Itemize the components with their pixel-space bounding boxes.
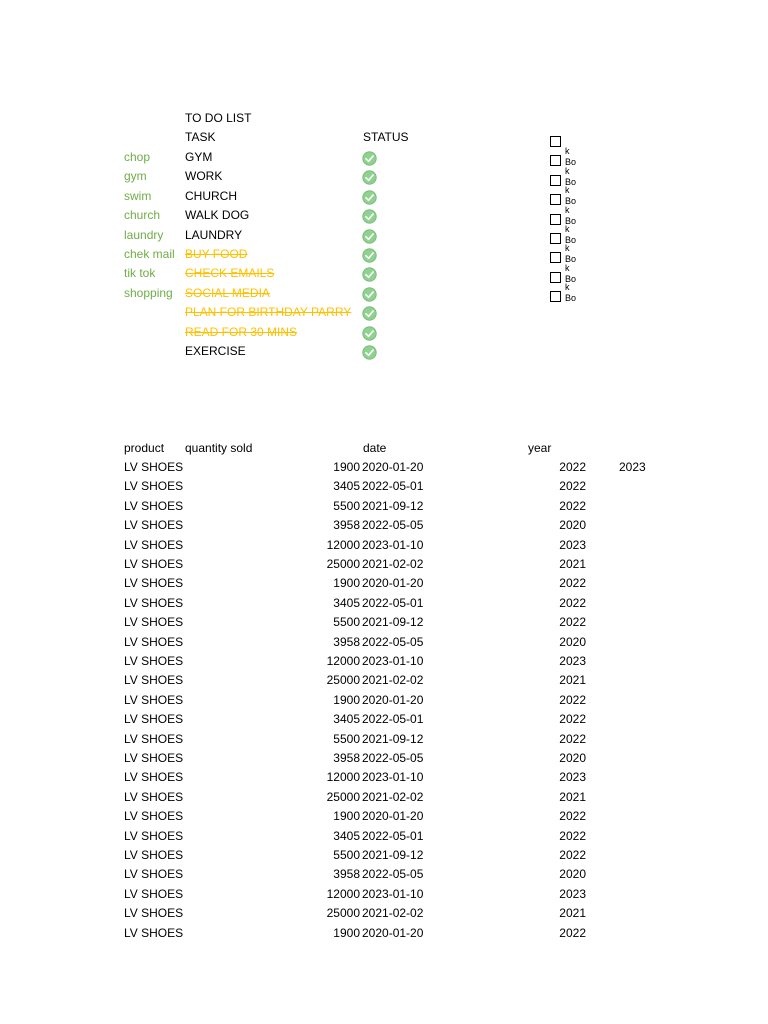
header-product: product bbox=[124, 441, 165, 455]
check-circle-icon bbox=[362, 345, 377, 360]
cell-year: 2021 bbox=[559, 906, 586, 921]
cell-year: 2022 bbox=[559, 595, 586, 610]
checkbox-label-top: k bbox=[565, 224, 570, 234]
checkbox-label-bottom: Bo bbox=[565, 293, 577, 304]
checkbox-label-bottom: Bo bbox=[565, 215, 577, 226]
status-header: STATUS bbox=[363, 130, 409, 144]
cell-date: 2023-01-10 bbox=[362, 770, 424, 785]
task-item: WALK DOG bbox=[185, 208, 250, 223]
cell-date: 2022-05-05 bbox=[362, 867, 424, 882]
cell-year: 2020 bbox=[559, 867, 586, 882]
cell-quantity: 1900 bbox=[333, 925, 360, 940]
checkbox[interactable] bbox=[550, 136, 561, 147]
cell-year: 2021 bbox=[559, 789, 586, 804]
cell-year: 2020 bbox=[559, 634, 586, 649]
cell-year: 2023 bbox=[559, 537, 586, 552]
task-item: LAUNDRY bbox=[185, 227, 243, 242]
cell-quantity: 5500 bbox=[333, 731, 360, 746]
cell-date: 2023-01-10 bbox=[362, 654, 424, 668]
cell-product: LV SHOES bbox=[124, 654, 184, 668]
cell-product: LV SHOES bbox=[124, 770, 184, 785]
task-item: EXERCISE bbox=[185, 344, 246, 358]
cell-date: 2021-09-12 bbox=[362, 615, 424, 630]
checkbox-label-top: k bbox=[565, 165, 570, 176]
checkbox-label-top: k bbox=[565, 282, 570, 293]
task-item: GYM bbox=[185, 150, 213, 164]
checkbox[interactable] bbox=[550, 155, 561, 166]
cell-product: LV SHOES bbox=[124, 498, 184, 513]
cell-year: 2022 bbox=[559, 498, 586, 513]
cell-quantity: 12000 bbox=[326, 654, 360, 668]
checkbox-label-bottom: Bo bbox=[565, 196, 577, 207]
cell-product: LV SHOES bbox=[124, 712, 184, 727]
side-note: tik tok bbox=[124, 266, 156, 281]
todo-title: TO DO LIST bbox=[185, 111, 252, 125]
cell-date: 2022-05-01 bbox=[362, 595, 424, 610]
cell-product: LV SHOES bbox=[124, 886, 184, 901]
cell-date: 2020-01-20 bbox=[362, 692, 424, 707]
cell-date: 2020-01-20 bbox=[362, 460, 424, 474]
cell-year: 2022 bbox=[559, 460, 586, 474]
cell-quantity: 1900 bbox=[333, 576, 360, 591]
checkbox-label-bottom: Bo bbox=[565, 273, 577, 284]
cell-quantity: 12000 bbox=[326, 886, 360, 901]
cell-quantity: 3958 bbox=[333, 751, 360, 765]
cell-product: LV SHOES bbox=[124, 460, 184, 474]
cell-quantity: 5500 bbox=[333, 848, 360, 862]
checkbox[interactable] bbox=[550, 194, 561, 205]
side-note: chop bbox=[124, 150, 151, 164]
checkbox[interactable] bbox=[550, 252, 561, 263]
side-note: church bbox=[124, 208, 161, 223]
check-circle-icon bbox=[362, 151, 377, 166]
cell-quantity: 3405 bbox=[333, 479, 360, 494]
cell-year: 2022 bbox=[559, 925, 586, 940]
cell-date: 2022-05-01 bbox=[362, 479, 424, 494]
cell-date: 2022-05-01 bbox=[362, 828, 424, 843]
side-note: swim bbox=[124, 188, 152, 203]
cell-product: LV SHOES bbox=[124, 518, 184, 533]
cell-quantity: 3958 bbox=[333, 634, 360, 649]
cell-quantity: 1900 bbox=[333, 809, 360, 824]
cell-date: 2022-05-05 bbox=[362, 751, 424, 765]
checkbox-label-top: k bbox=[565, 262, 570, 273]
checkbox-label-bottom: Bo bbox=[565, 235, 577, 245]
cell-year: 2023 bbox=[559, 654, 586, 668]
task-item: WORK bbox=[185, 169, 223, 184]
checkbox[interactable] bbox=[550, 272, 561, 283]
cell-date: 2022-05-05 bbox=[362, 634, 424, 649]
checkbox-label-top: k bbox=[565, 243, 570, 254]
check-circle-icon bbox=[362, 248, 377, 263]
header-date: date bbox=[363, 441, 387, 455]
cell-year: 2022 bbox=[559, 731, 586, 746]
check-circle-icon bbox=[362, 209, 377, 224]
cell-date: 2022-05-01 bbox=[362, 712, 424, 727]
checkbox[interactable] bbox=[550, 291, 561, 302]
check-circle-icon bbox=[362, 170, 377, 185]
cell-date: 2020-01-20 bbox=[362, 576, 424, 591]
cell-quantity: 3405 bbox=[333, 712, 360, 727]
check-circle-icon bbox=[362, 229, 377, 244]
cell-product: LV SHOES bbox=[124, 809, 184, 824]
cell-date: 2021-02-02 bbox=[362, 557, 424, 571]
cell-year: 2022 bbox=[559, 692, 586, 707]
cell-year: 2021 bbox=[559, 673, 586, 688]
cell-quantity: 12000 bbox=[326, 537, 360, 552]
cell-year: 2020 bbox=[559, 751, 586, 765]
side-note: shopping bbox=[124, 285, 173, 300]
cell-year: 2022 bbox=[559, 809, 586, 824]
cell-product: LV SHOES bbox=[124, 576, 184, 591]
cell-quantity: 1900 bbox=[333, 692, 360, 707]
check-circle-icon bbox=[362, 267, 377, 282]
checkbox-label-top: k bbox=[565, 146, 570, 157]
task-item: CHECK EMAILS bbox=[185, 266, 275, 281]
checkbox-label-bottom: Bo bbox=[565, 254, 577, 265]
cell-quantity: 3958 bbox=[333, 867, 360, 882]
task-item: SOCIAL MEDIA bbox=[185, 285, 270, 300]
cell-date: 2021-02-02 bbox=[362, 906, 424, 921]
cell-year: 2023 bbox=[559, 886, 586, 901]
checkbox-label-bottom: Bo bbox=[565, 157, 577, 168]
side-note: chek mail bbox=[124, 247, 175, 261]
cell-year: 2021 bbox=[559, 557, 586, 571]
cell-year: 2022 bbox=[559, 615, 586, 630]
cell-quantity: 25000 bbox=[326, 789, 360, 804]
cell-year: 2022 bbox=[559, 479, 586, 494]
cell-date: 2021-02-02 bbox=[362, 789, 424, 804]
cell-date: 2021-09-12 bbox=[362, 848, 424, 862]
extra-cell-value: 2023 bbox=[619, 460, 646, 474]
cell-year: 2023 bbox=[559, 770, 586, 785]
cell-year: 2022 bbox=[559, 712, 586, 727]
task-item: BUY FOOD bbox=[185, 247, 248, 261]
cell-date: 2021-09-12 bbox=[362, 498, 424, 513]
check-circle-icon bbox=[362, 326, 377, 341]
cell-product: LV SHOES bbox=[124, 751, 184, 765]
task-item: PLAN FOR BIRTHDAY PARRY bbox=[185, 305, 352, 320]
header-year: year bbox=[528, 441, 552, 455]
cell-product: LV SHOES bbox=[124, 731, 184, 746]
cell-product: LV SHOES bbox=[124, 692, 184, 707]
cell-quantity: 1900 bbox=[333, 460, 360, 474]
cell-product: LV SHOES bbox=[124, 595, 184, 610]
cell-quantity: 12000 bbox=[326, 770, 360, 785]
checkbox-label-top: k bbox=[565, 185, 570, 196]
cell-product: LV SHOES bbox=[124, 615, 184, 630]
cell-date: 2022-05-05 bbox=[362, 518, 424, 533]
cell-product: LV SHOES bbox=[124, 789, 184, 804]
cell-quantity: 25000 bbox=[326, 906, 360, 921]
cell-product: LV SHOES bbox=[124, 848, 184, 862]
cell-date: 2023-01-10 bbox=[362, 886, 424, 901]
cell-product: LV SHOES bbox=[124, 867, 184, 882]
cell-product: LV SHOES bbox=[124, 557, 184, 571]
checkbox-label-bottom: Bo bbox=[565, 176, 577, 187]
checkbox[interactable] bbox=[550, 175, 561, 186]
cell-year: 2022 bbox=[559, 828, 586, 843]
side-note: gym bbox=[124, 169, 147, 184]
cell-product: LV SHOES bbox=[124, 634, 184, 649]
cell-quantity: 3405 bbox=[333, 595, 360, 610]
task-item: READ FOR 30 MINS bbox=[185, 324, 298, 339]
cell-product: LV SHOES bbox=[124, 925, 184, 940]
cell-quantity: 5500 bbox=[333, 615, 360, 630]
cell-product: LV SHOES bbox=[124, 828, 184, 843]
check-circle-icon bbox=[362, 306, 377, 321]
cell-year: 2020 bbox=[559, 518, 586, 533]
checkbox[interactable] bbox=[550, 233, 561, 244]
side-note: laundry bbox=[124, 227, 164, 242]
header-quantity-sold: quantity sold bbox=[185, 441, 253, 455]
check-circle-icon bbox=[362, 287, 377, 302]
cell-product: LV SHOES bbox=[124, 673, 184, 688]
cell-date: 2021-02-02 bbox=[362, 673, 424, 688]
cell-date: 2023-01-10 bbox=[362, 537, 424, 552]
cell-quantity: 5500 bbox=[333, 498, 360, 513]
cell-year: 2022 bbox=[559, 848, 586, 862]
cell-product: LV SHOES bbox=[124, 906, 184, 921]
cell-quantity: 25000 bbox=[326, 557, 360, 571]
cell-date: 2020-01-20 bbox=[362, 809, 424, 824]
task-item: CHURCH bbox=[185, 188, 237, 203]
check-circle-icon bbox=[362, 190, 377, 205]
cell-quantity: 3958 bbox=[333, 518, 360, 533]
checkbox[interactable] bbox=[550, 214, 561, 225]
cell-product: LV SHOES bbox=[124, 537, 184, 552]
cell-date: 2021-09-12 bbox=[362, 731, 424, 746]
cell-quantity: 3405 bbox=[333, 828, 360, 843]
cell-product: LV SHOES bbox=[124, 479, 184, 494]
task-header: TASK bbox=[185, 130, 216, 144]
cell-quantity: 25000 bbox=[326, 673, 360, 688]
cell-year: 2022 bbox=[559, 576, 586, 591]
cell-date: 2020-01-20 bbox=[362, 925, 424, 940]
checkbox-label-top: k bbox=[565, 204, 570, 215]
